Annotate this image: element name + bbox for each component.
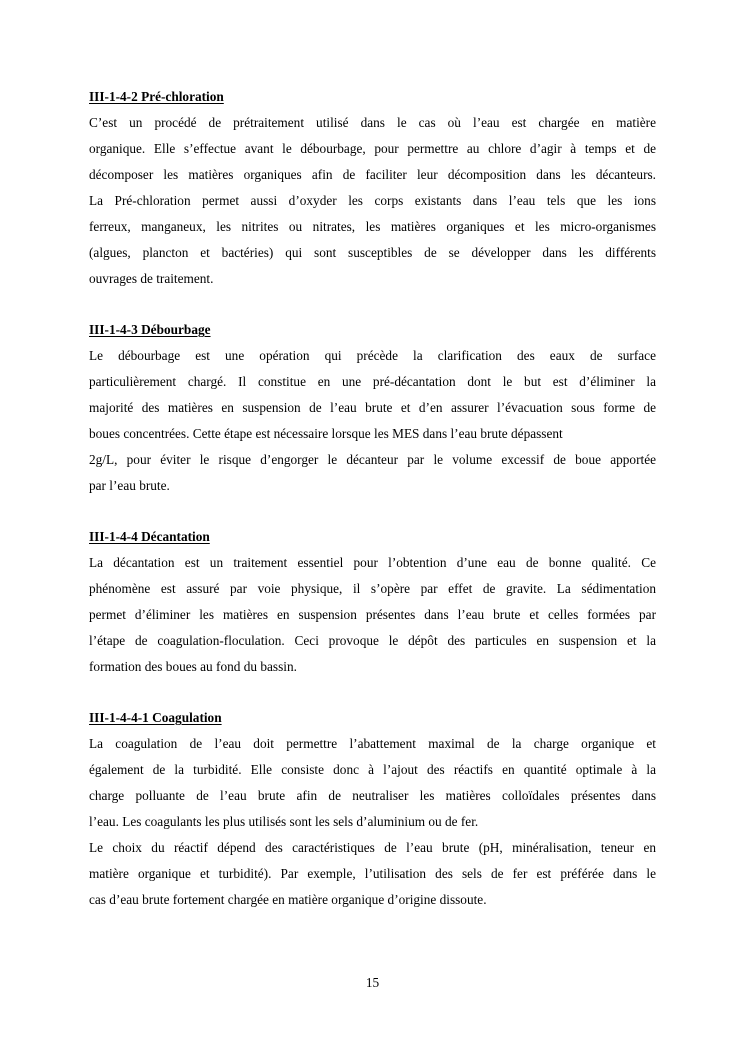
paragraph-line: boues concentrées. Cette étape est nécessaire lorsque les MES dans l’eau brute dépassent [89,426,563,441]
paragraph-line: l’étape de coagulation-floculation. Ceci provoque le dépôt des particules en suspension et la [89,633,656,648]
paragraph-line: formation des boues au fond du bassin. [89,659,297,674]
paragraph-line: La décantation est un traitement essentiel pour l’obtention d’une eau de bonne qualité. Ce [89,555,656,570]
paragraph-line: permet d’éliminer les matières en suspension présentes dans l’eau brute et celles formées par [89,607,656,622]
paragraph-line: décomposer les matières organiques afin de faciliter leur décomposition dans les décanteurs. [89,167,656,182]
paragraph-line: par l’eau brute. [89,478,170,493]
paragraph-line: majorité des matières en suspension de l’eau brute et d’en assurer l’évacuation sous forme de [89,400,656,415]
paragraph-line: La Pré-chloration permet aussi d’oxyder les corps existants dans l’eau tels que les ions [89,193,656,208]
paragraph-line: également de la turbidité. Elle consiste donc à l’ajout des réactifs en quantité optimale à la [89,762,656,777]
paragraph-line: phénomène est assuré par voie physique, il s’opère par effet de gravite. La sédimentation [89,581,656,596]
paragraph-line: charge polluante de l’eau brute afin de neutraliser les matières colloïdales présentes dans [89,788,656,803]
paragraph-line: (algues, plancton et bactéries) qui sont susceptibles de se développer dans les différents [89,245,656,260]
paragraph-line: 2g/L, pour éviter le risque d’engorger le décanteur par le volume excessif de boue apportée [89,452,656,467]
paragraph-line: organique. Elle s’effectue avant le débourbage, pour permettre au chlore d’agir à temps et de [89,141,656,156]
paragraph-line: ouvrages de traitement. [89,271,214,286]
paragraph-line: La coagulation de l’eau doit permettre l’abattement maximal de la charge organique et [89,736,656,751]
section-heading-coagulation: III-1-4-4-1 Coagulation [89,710,222,725]
paragraph-line: ferreux, manganeux, les nitrites ou nitrates, les matières organiques et les micro-organismes [89,219,656,234]
paragraph-line: Le choix du réactif dépend des caractéristiques de l’eau brute (pH, minéralisation, teneur en [89,840,656,855]
section-heading-debourbage: III-1-4-3 Débourbage [89,322,211,337]
paragraph-line: Le débourbage est une opération qui précède la clarification des eaux de surface [89,348,656,363]
paragraph-line: cas d’eau brute fortement chargée en matière organique d’origine dissoute. [89,892,487,907]
paragraph-line: l’eau. Les coagulants les plus utilisés sont les sels d’aluminium ou de fer. [89,814,479,829]
paragraph-line: C’est un procédé de prétraitement utilisé dans le cas où l’eau est chargée en matière [89,115,656,130]
section-heading-decantation: III-1-4-4 Décantation [89,529,210,544]
section-heading-pre-chloration: III-1-4-2 Pré-chloration [89,89,224,104]
paragraph-line: matière organique et turbidité). Par exemple, l’utilisation des sels de fer est préférée dans le [89,866,656,881]
paragraph-line: particulièrement chargé. Il constitue en une pré-décantation dont le but est d’éliminer la [89,374,656,389]
page-number: 15 [365,975,380,990]
